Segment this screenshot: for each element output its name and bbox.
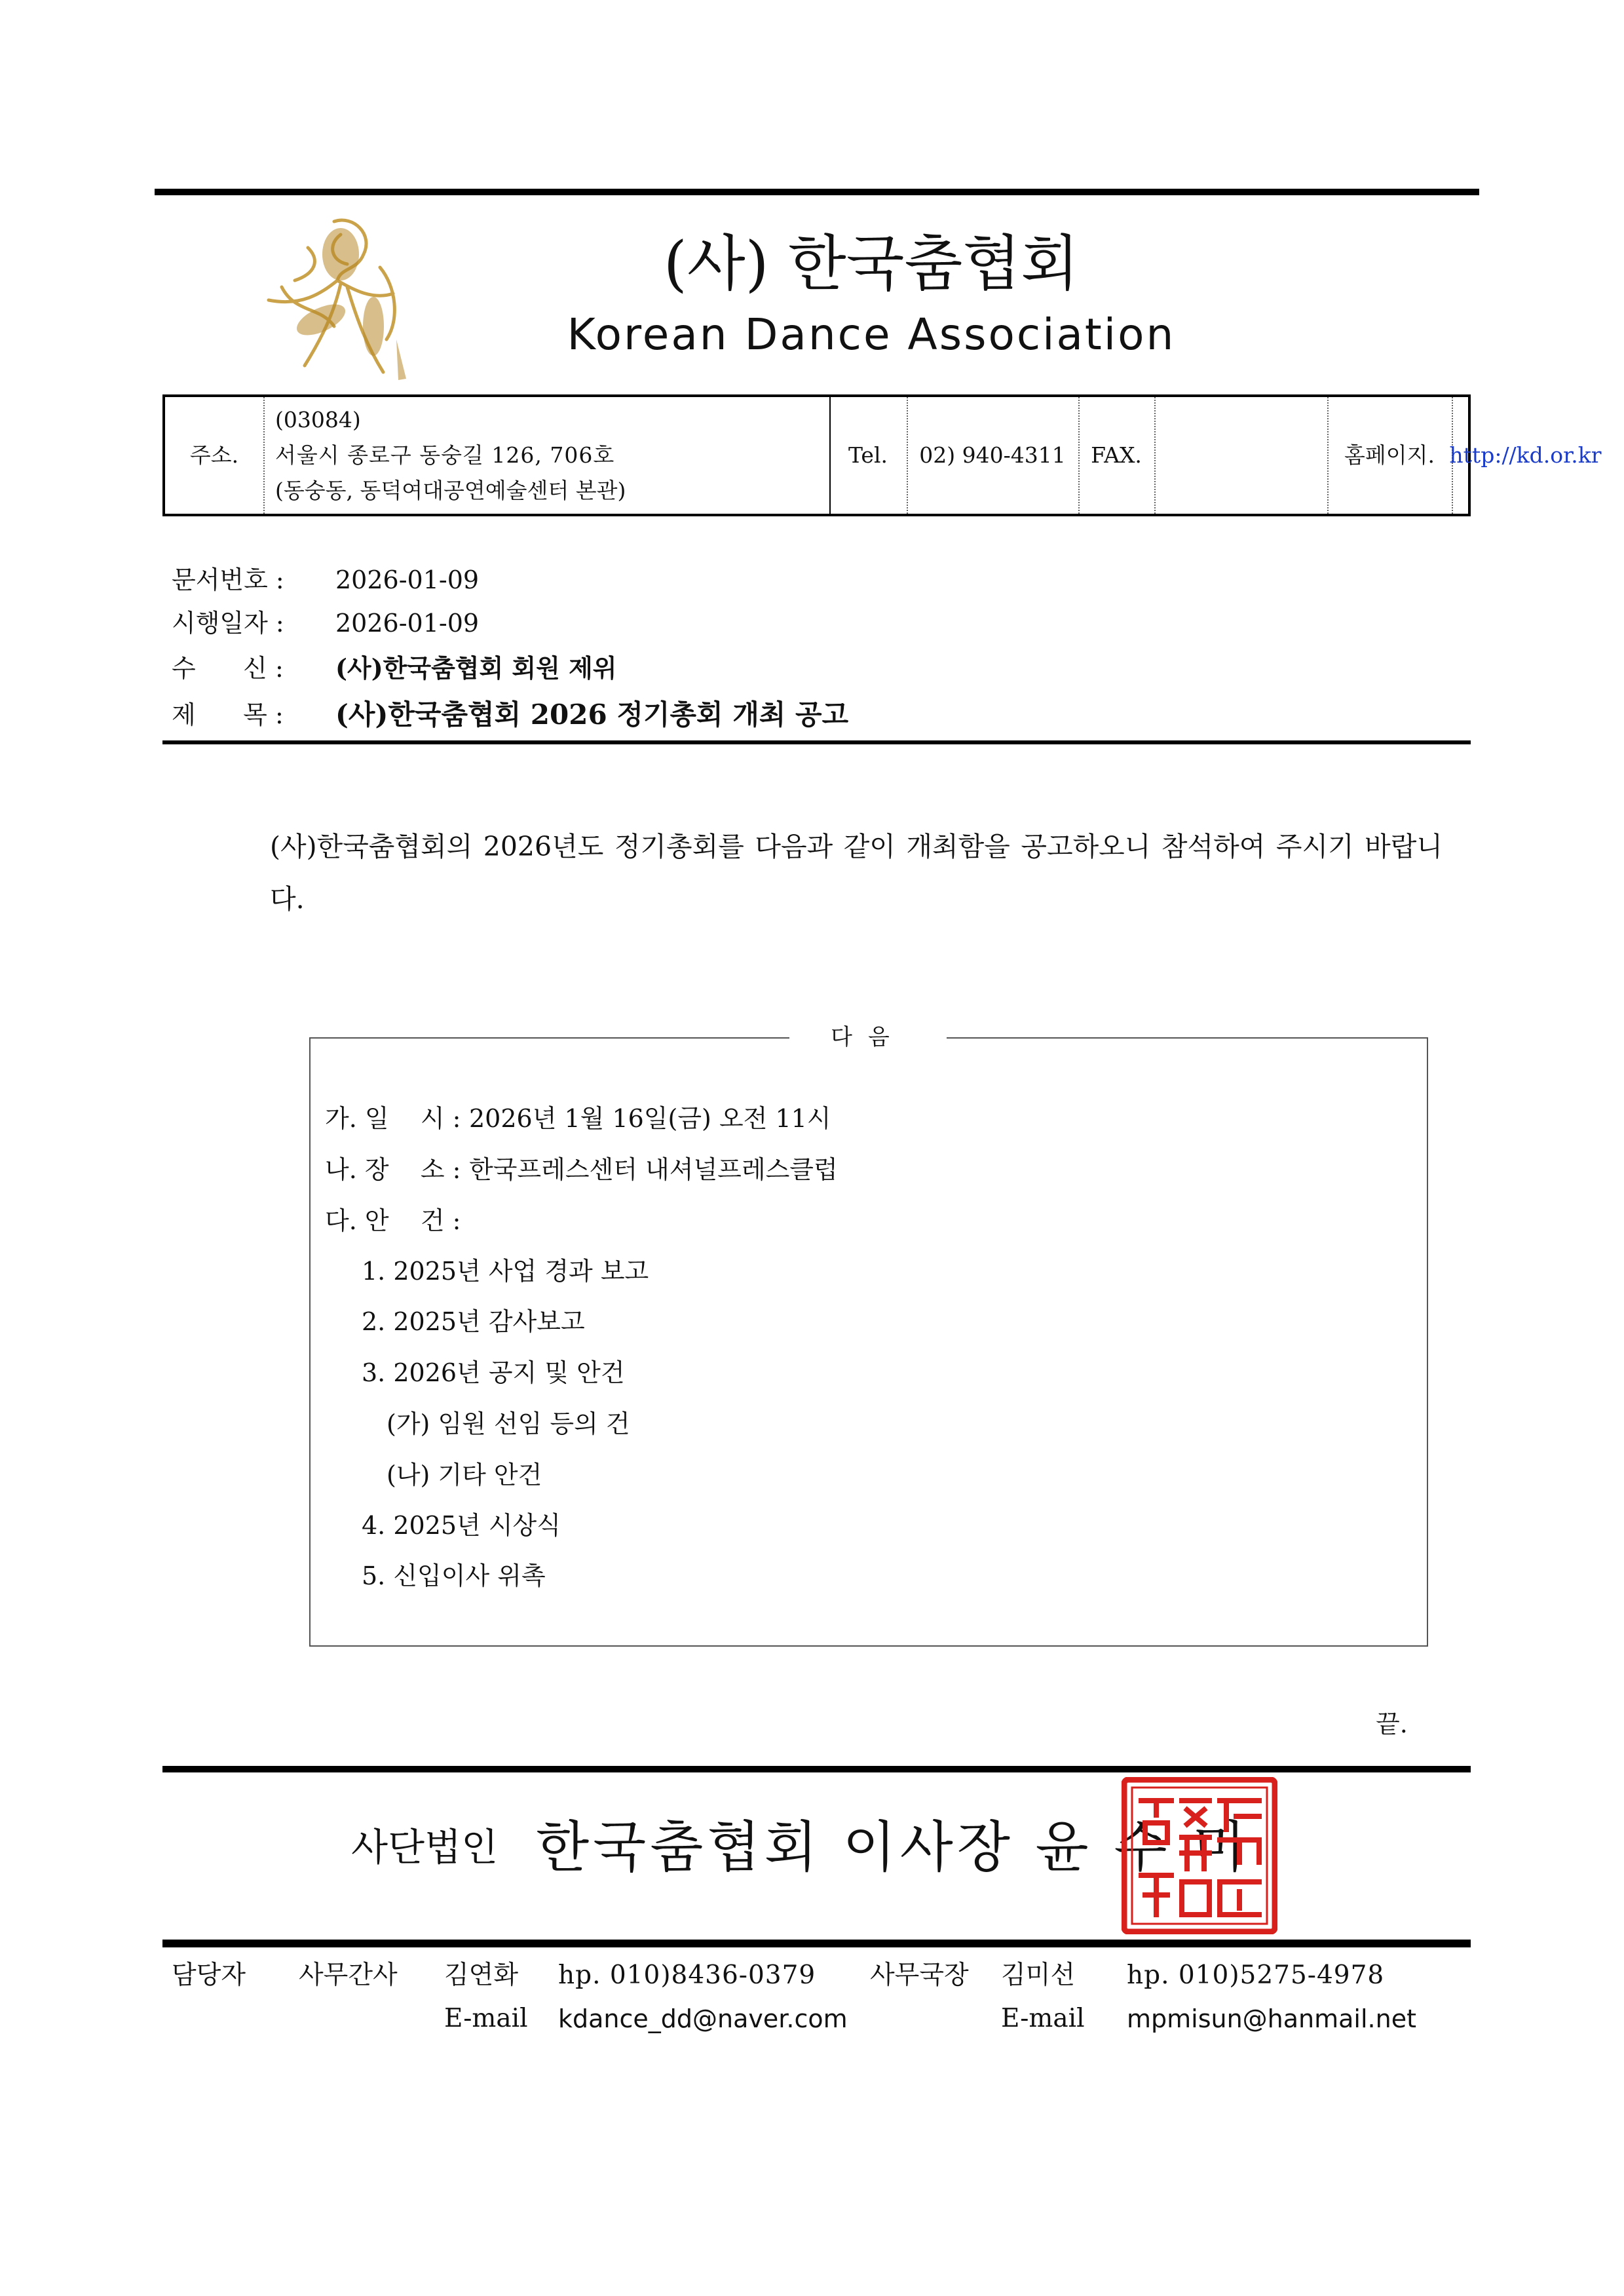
- staff1-phone: hp. 010)8436-0379: [558, 1961, 816, 1990]
- address-label: 주소.: [189, 442, 239, 468]
- staff2-email-label: E-mail: [1001, 2004, 1085, 2033]
- address-cell: [263, 397, 829, 514]
- agenda-place-label: 나. 장 소 :: [325, 1155, 461, 1184]
- address-line: 서울시 종로구 동숭길 126, 706호: [275, 442, 615, 468]
- staff1-name: 김연화: [444, 1961, 519, 1990]
- recipient-label: 수 신 :: [172, 654, 284, 683]
- subject-row: [172, 698, 849, 731]
- issue-date: 2026-01-09: [335, 609, 480, 638]
- fax-label: FAX.: [1091, 442, 1142, 468]
- agenda-item: 3. 2026년 공지 및 안건: [362, 1358, 625, 1387]
- org-subtitle: Korean Dance Association: [567, 309, 1176, 360]
- doc-number-row: [172, 564, 480, 596]
- agenda-place-value: 한국프레스센터 내셔널프레스클럽: [469, 1155, 838, 1184]
- tel-label: Tel.: [848, 442, 888, 468]
- agenda-date-row: [325, 1102, 831, 1135]
- top-rule: [155, 189, 1479, 195]
- agenda-date-label: 가. 일 시 :: [325, 1104, 461, 1133]
- agenda-heading: 다음: [789, 1019, 947, 1056]
- info-rule: [162, 740, 1471, 744]
- contact-table: [162, 394, 1602, 516]
- postal-code: (03084): [275, 407, 361, 432]
- issue-date-row: [172, 607, 480, 640]
- agenda-items-label: 다. 안 건 :: [325, 1206, 461, 1235]
- signature-prefix: 사단법인: [351, 1825, 499, 1869]
- staff2-phone: hp. 010)5275-4978: [1127, 1961, 1385, 1990]
- staff1-email[interactable]: kdance_dd@naver.com: [558, 2004, 848, 2033]
- agenda-item: 2. 2025년 감사보고: [362, 1307, 585, 1336]
- homepage-label: 홈페이지.: [1344, 442, 1435, 468]
- intro-paragraph: (사)한국춤협회의 2026년도 정기총회를 다음과 같이 개최함을 공고하오니 참석하여 주시기 바랍니다.: [270, 831, 1443, 915]
- end-mark: 끝.: [1376, 1710, 1408, 1738]
- homepage-link[interactable]: http://kd.or.kr: [1449, 442, 1602, 468]
- recipient-row: [172, 652, 617, 685]
- staff2-email[interactable]: mpmisun@hanmail.net: [1127, 2004, 1416, 2033]
- org-title: (사) 한국춤협회: [663, 229, 1080, 299]
- tel-value: 02) 940-4311: [919, 442, 1066, 468]
- signature-top-rule: [162, 1766, 1471, 1772]
- agenda-item: 4. 2025년 시상식: [362, 1511, 561, 1540]
- staff2-role: 사무국장: [870, 1961, 969, 1990]
- subject: (사)한국춤협회 2026 정기총회 개최 공고: [335, 698, 849, 731]
- agenda-item: 1. 2025년 사업 경과 보고: [362, 1257, 649, 1286]
- doc-number-label: 문서번호 :: [172, 565, 284, 594]
- signature-name: 한국춤협회 이사장 윤 수 미: [536, 1815, 1250, 1879]
- agenda-date-value: 2026년 1월 16일(금) 오전 11시: [469, 1104, 831, 1133]
- agenda-item: 5. 신입이사 위촉: [362, 1561, 546, 1590]
- staff1-role: 사무간사: [299, 1961, 398, 1990]
- person-in-charge-label: 담당자: [172, 1961, 246, 1990]
- doc-number: 2026-01-09: [335, 565, 480, 594]
- official-seal-icon: [1122, 1777, 1277, 1934]
- address-detail: (동숭동, 동덕여대공연예술센터 본관): [275, 478, 626, 503]
- agenda-subitem: (나) 기타 안건: [387, 1461, 542, 1489]
- agenda-subitem: (가) 임원 선임 등의 건: [387, 1409, 630, 1438]
- subject-label: 제 목 :: [172, 700, 284, 729]
- agenda-place-row: [325, 1153, 838, 1186]
- fax-value: [1154, 397, 1327, 514]
- dancer-logo-icon: [242, 208, 423, 389]
- recipient: (사)한국춤협회 회원 제위: [335, 653, 617, 683]
- staff2-name: 김미선: [1001, 1961, 1076, 1990]
- issue-date-label: 시행일자 :: [172, 609, 284, 638]
- signature-bottom-rule: [162, 1940, 1471, 1947]
- staff1-email-label: E-mail: [444, 2004, 528, 2033]
